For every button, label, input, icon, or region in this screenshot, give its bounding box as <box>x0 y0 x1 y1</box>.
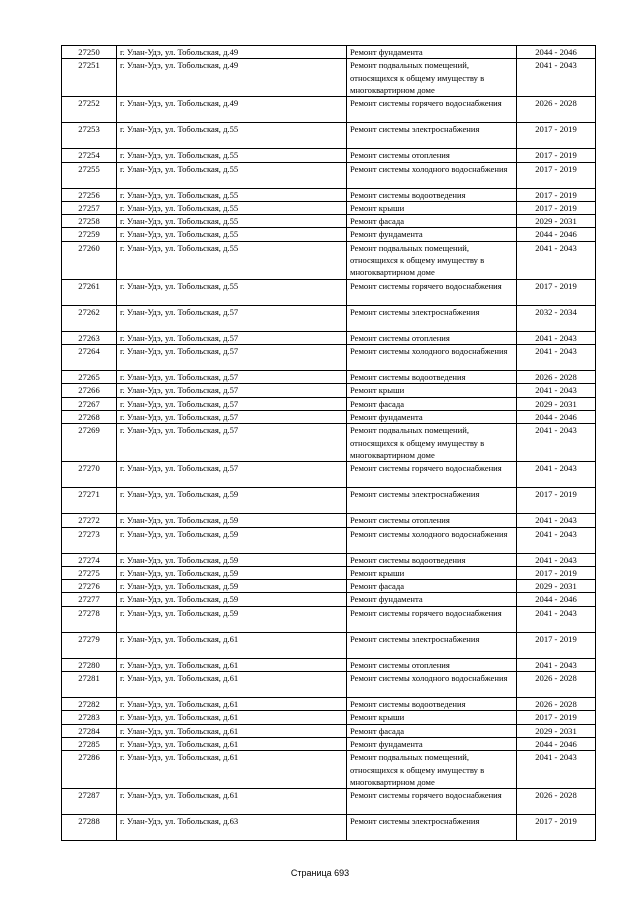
repair-schedule-table <box>61 45 596 841</box>
address-cell: г. Улан-Удэ, ул. Тобольская, д.55 <box>117 279 347 305</box>
period-cell: 2041 - 2043 <box>517 345 596 371</box>
row-number: 27273 <box>62 527 117 553</box>
address-cell: г. Улан-Удэ, ул. Тобольская, д.55 <box>117 215 347 228</box>
table-row <box>62 593 596 606</box>
row-number: 27251 <box>62 59 117 97</box>
work-type-cell: Ремонт системы холодного водоснабжения <box>347 527 517 553</box>
address-cell: г. Улан-Удэ, ул. Тобольская, д.59 <box>117 606 347 632</box>
address-cell: г. Улан-Удэ, ул. Тобольская, д.57 <box>117 345 347 371</box>
work-type-cell: Ремонт крыши <box>347 566 517 579</box>
period-cell: 2026 - 2028 <box>517 97 596 123</box>
row-number: 27272 <box>62 514 117 527</box>
period-cell: 2017 - 2019 <box>517 188 596 201</box>
table-row <box>62 371 596 384</box>
period-cell: 2041 - 2043 <box>517 606 596 632</box>
table-row <box>62 553 596 566</box>
work-type-cell: Ремонт системы горячего водоснабжения <box>347 606 517 632</box>
address-cell: г. Улан-Удэ, ул. Тобольская, д.59 <box>117 514 347 527</box>
table-row <box>62 305 596 331</box>
period-cell: 2029 - 2031 <box>517 215 596 228</box>
period-cell: 2017 - 2019 <box>517 488 596 514</box>
table-row <box>62 188 596 201</box>
address-cell: г. Улан-Удэ, ул. Тобольская, д.59 <box>117 488 347 514</box>
table-row <box>62 46 596 59</box>
period-cell: 2044 - 2046 <box>517 737 596 750</box>
period-cell: 2017 - 2019 <box>517 815 596 841</box>
table-row <box>62 149 596 162</box>
address-cell: г. Улан-Удэ, ул. Тобольская, д.55 <box>117 123 347 149</box>
work-type-cell: Ремонт системы электроснабжения <box>347 815 517 841</box>
row-number: 27254 <box>62 149 117 162</box>
period-cell: 2032 - 2034 <box>517 305 596 331</box>
address-cell: г. Улан-Удэ, ул. Тобольская, д.49 <box>117 97 347 123</box>
work-type-cell: Ремонт системы водоотведения <box>347 188 517 201</box>
table-row <box>62 724 596 737</box>
address-cell: г. Улан-Удэ, ул. Тобольская, д.59 <box>117 580 347 593</box>
period-cell: 2029 - 2031 <box>517 580 596 593</box>
work-type-cell: Ремонт подвальных помещений, относящихся к общему имуществу в многоквартирном доме <box>347 241 517 279</box>
period-cell: 2041 - 2043 <box>517 751 596 789</box>
row-number: 27259 <box>62 228 117 241</box>
work-type-cell: Ремонт крыши <box>347 201 517 214</box>
work-type-cell: Ремонт фундамента <box>347 410 517 423</box>
work-type-cell: Ремонт системы электроснабжения <box>347 632 517 658</box>
work-type-cell: Ремонт системы водоотведения <box>347 553 517 566</box>
work-type-cell: Ремонт системы горячего водоснабжения <box>347 279 517 305</box>
table-row <box>62 241 596 279</box>
work-type-cell: Ремонт системы электроснабжения <box>347 488 517 514</box>
row-number: 27261 <box>62 279 117 305</box>
period-cell: 2017 - 2019 <box>517 201 596 214</box>
work-type-cell: Ремонт подвальных помещений, относящихся к общему имуществу в многоквартирном доме <box>347 59 517 97</box>
row-number: 27265 <box>62 371 117 384</box>
period-cell: 2041 - 2043 <box>517 553 596 566</box>
period-cell: 2017 - 2019 <box>517 162 596 188</box>
row-number: 27282 <box>62 698 117 711</box>
address-cell: г. Улан-Удэ, ул. Тобольская, д.61 <box>117 751 347 789</box>
address-cell: г. Улан-Удэ, ул. Тобольская, д.55 <box>117 201 347 214</box>
table-row <box>62 737 596 750</box>
address-cell: г. Улан-Удэ, ул. Тобольская, д.61 <box>117 711 347 724</box>
work-type-cell: Ремонт системы отопления <box>347 149 517 162</box>
row-number: 27283 <box>62 711 117 724</box>
period-cell: 2026 - 2028 <box>517 698 596 711</box>
row-number: 27263 <box>62 331 117 344</box>
address-cell: г. Улан-Удэ, ул. Тобольская, д.61 <box>117 672 347 698</box>
work-type-cell: Ремонт системы горячего водоснабжения <box>347 462 517 488</box>
table-row <box>62 59 596 97</box>
work-type-cell: Ремонт системы холодного водоснабжения <box>347 672 517 698</box>
period-cell: 2017 - 2019 <box>517 632 596 658</box>
row-number: 27250 <box>62 46 117 59</box>
address-cell: г. Улан-Удэ, ул. Тобольская, д.61 <box>117 737 347 750</box>
row-number: 27285 <box>62 737 117 750</box>
table-row <box>62 632 596 658</box>
table-row <box>62 514 596 527</box>
table-row <box>62 789 596 815</box>
table-row <box>62 397 596 410</box>
work-type-cell: Ремонт фасада <box>347 724 517 737</box>
period-cell: 2029 - 2031 <box>517 724 596 737</box>
period-cell: 2041 - 2043 <box>517 514 596 527</box>
work-type-cell: Ремонт системы водоотведения <box>347 371 517 384</box>
address-cell: г. Улан-Удэ, ул. Тобольская, д.49 <box>117 46 347 59</box>
work-type-cell: Ремонт крыши <box>347 711 517 724</box>
address-cell: г. Улан-Удэ, ул. Тобольская, д.59 <box>117 553 347 566</box>
address-cell: г. Улан-Удэ, ул. Тобольская, д.57 <box>117 331 347 344</box>
row-number: 27275 <box>62 566 117 579</box>
period-cell: 2041 - 2043 <box>517 331 596 344</box>
table-row <box>62 279 596 305</box>
address-cell: г. Улан-Удэ, ул. Тобольская, д.55 <box>117 228 347 241</box>
table-row <box>62 815 596 841</box>
period-cell: 2041 - 2043 <box>517 462 596 488</box>
row-number: 27268 <box>62 410 117 423</box>
table-row <box>62 384 596 397</box>
row-number: 27256 <box>62 188 117 201</box>
address-cell: г. Улан-Удэ, ул. Тобольская, д.57 <box>117 371 347 384</box>
address-cell: г. Улан-Удэ, ул. Тобольская, д.57 <box>117 397 347 410</box>
work-type-cell: Ремонт системы электроснабжения <box>347 123 517 149</box>
work-type-cell: Ремонт фасада <box>347 580 517 593</box>
row-number: 27262 <box>62 305 117 331</box>
table-row <box>62 215 596 228</box>
address-cell: г. Улан-Удэ, ул. Тобольская, д.57 <box>117 424 347 462</box>
table-row <box>62 162 596 188</box>
work-type-cell: Ремонт системы отопления <box>347 514 517 527</box>
row-number: 27267 <box>62 397 117 410</box>
table-row <box>62 488 596 514</box>
table-row <box>62 345 596 371</box>
row-number: 27271 <box>62 488 117 514</box>
address-cell: г. Улан-Удэ, ул. Тобольская, д.59 <box>117 593 347 606</box>
address-cell: г. Улан-Удэ, ул. Тобольская, д.59 <box>117 566 347 579</box>
row-number: 27277 <box>62 593 117 606</box>
row-number: 27270 <box>62 462 117 488</box>
table-row <box>62 410 596 423</box>
period-cell: 2026 - 2028 <box>517 371 596 384</box>
period-cell: 2044 - 2046 <box>517 228 596 241</box>
work-type-cell: Ремонт системы горячего водоснабжения <box>347 97 517 123</box>
address-cell: г. Улан-Удэ, ул. Тобольская, д.63 <box>117 815 347 841</box>
row-number: 27284 <box>62 724 117 737</box>
work-type-cell: Ремонт фундамента <box>347 593 517 606</box>
table-row <box>62 566 596 579</box>
work-type-cell: Ремонт системы отопления <box>347 658 517 671</box>
table-body <box>62 46 596 841</box>
address-cell: г. Улан-Удэ, ул. Тобольская, д.61 <box>117 789 347 815</box>
row-number: 27252 <box>62 97 117 123</box>
row-number: 27255 <box>62 162 117 188</box>
work-type-cell: Ремонт системы холодного водоснабжения <box>347 162 517 188</box>
page-number: Страница 693 <box>290 868 350 878</box>
period-cell: 2026 - 2028 <box>517 672 596 698</box>
table-row <box>62 711 596 724</box>
table-row <box>62 751 596 789</box>
address-cell: г. Улан-Удэ, ул. Тобольская, д.57 <box>117 462 347 488</box>
work-type-cell: Ремонт подвальных помещений, относящихся к общему имуществу в многоквартирном доме <box>347 424 517 462</box>
row-number: 27274 <box>62 553 117 566</box>
table-row <box>62 228 596 241</box>
table-row <box>62 424 596 462</box>
period-cell: 2041 - 2043 <box>517 384 596 397</box>
address-cell: г. Улан-Удэ, ул. Тобольская, д.61 <box>117 724 347 737</box>
row-number: 27276 <box>62 580 117 593</box>
table-row <box>62 698 596 711</box>
row-number: 27288 <box>62 815 117 841</box>
row-number: 27264 <box>62 345 117 371</box>
table-row <box>62 123 596 149</box>
work-type-cell: Ремонт фундамента <box>347 46 517 59</box>
table-row <box>62 606 596 632</box>
row-number: 27257 <box>62 201 117 214</box>
address-cell: г. Улан-Удэ, ул. Тобольская, д.61 <box>117 698 347 711</box>
table-row <box>62 580 596 593</box>
address-cell: г. Улан-Удэ, ул. Тобольская, д.55 <box>117 162 347 188</box>
row-number: 27280 <box>62 658 117 671</box>
work-type-cell: Ремонт системы горячего водоснабжения <box>347 789 517 815</box>
row-number: 27269 <box>62 424 117 462</box>
row-number: 27279 <box>62 632 117 658</box>
row-number: 27253 <box>62 123 117 149</box>
address-cell: г. Улан-Удэ, ул. Тобольская, д.49 <box>117 59 347 97</box>
table-row <box>62 97 596 123</box>
work-type-cell: Ремонт системы отопления <box>347 331 517 344</box>
work-type-cell: Ремонт системы холодного водоснабжения <box>347 345 517 371</box>
table-row <box>62 201 596 214</box>
row-number: 27258 <box>62 215 117 228</box>
row-number: 27281 <box>62 672 117 698</box>
period-cell: 2017 - 2019 <box>517 123 596 149</box>
period-cell: 2044 - 2046 <box>517 593 596 606</box>
address-cell: г. Улан-Удэ, ул. Тобольская, д.59 <box>117 527 347 553</box>
table-row <box>62 462 596 488</box>
address-cell: г. Улан-Удэ, ул. Тобольская, д.57 <box>117 384 347 397</box>
address-cell: г. Улан-Удэ, ул. Тобольская, д.57 <box>117 410 347 423</box>
period-cell: 2017 - 2019 <box>517 566 596 579</box>
address-cell: г. Улан-Удэ, ул. Тобольская, д.61 <box>117 632 347 658</box>
period-cell: 2041 - 2043 <box>517 59 596 97</box>
row-number: 27287 <box>62 789 117 815</box>
period-cell: 2041 - 2043 <box>517 527 596 553</box>
table-row <box>62 658 596 671</box>
period-cell: 2029 - 2031 <box>517 397 596 410</box>
period-cell: 2041 - 2043 <box>517 424 596 462</box>
table-row <box>62 331 596 344</box>
work-type-cell: Ремонт крыши <box>347 384 517 397</box>
period-cell: 2017 - 2019 <box>517 711 596 724</box>
work-type-cell: Ремонт системы электроснабжения <box>347 305 517 331</box>
row-number: 27260 <box>62 241 117 279</box>
address-cell: г. Улан-Удэ, ул. Тобольская, д.55 <box>117 149 347 162</box>
period-cell: 2041 - 2043 <box>517 658 596 671</box>
row-number: 27266 <box>62 384 117 397</box>
work-type-cell: Ремонт системы водоотведения <box>347 698 517 711</box>
work-type-cell: Ремонт фундамента <box>347 228 517 241</box>
work-type-cell: Ремонт фасада <box>347 397 517 410</box>
table-row <box>62 527 596 553</box>
work-type-cell: Ремонт подвальных помещений, относящихся к общему имуществу в многоквартирном доме <box>347 751 517 789</box>
period-cell: 2017 - 2019 <box>517 149 596 162</box>
period-cell: 2044 - 2046 <box>517 46 596 59</box>
work-type-cell: Ремонт фасада <box>347 215 517 228</box>
row-number: 27286 <box>62 751 117 789</box>
row-number: 27278 <box>62 606 117 632</box>
table-row <box>62 672 596 698</box>
period-cell: 2017 - 2019 <box>517 279 596 305</box>
address-cell: г. Улан-Удэ, ул. Тобольская, д.55 <box>117 241 347 279</box>
address-cell: г. Улан-Удэ, ул. Тобольская, д.61 <box>117 658 347 671</box>
address-cell: г. Улан-Удэ, ул. Тобольская, д.55 <box>117 188 347 201</box>
period-cell: 2026 - 2028 <box>517 789 596 815</box>
address-cell: г. Улан-Удэ, ул. Тобольская, д.57 <box>117 305 347 331</box>
work-type-cell: Ремонт фундамента <box>347 737 517 750</box>
period-cell: 2041 - 2043 <box>517 241 596 279</box>
period-cell: 2044 - 2046 <box>517 410 596 423</box>
